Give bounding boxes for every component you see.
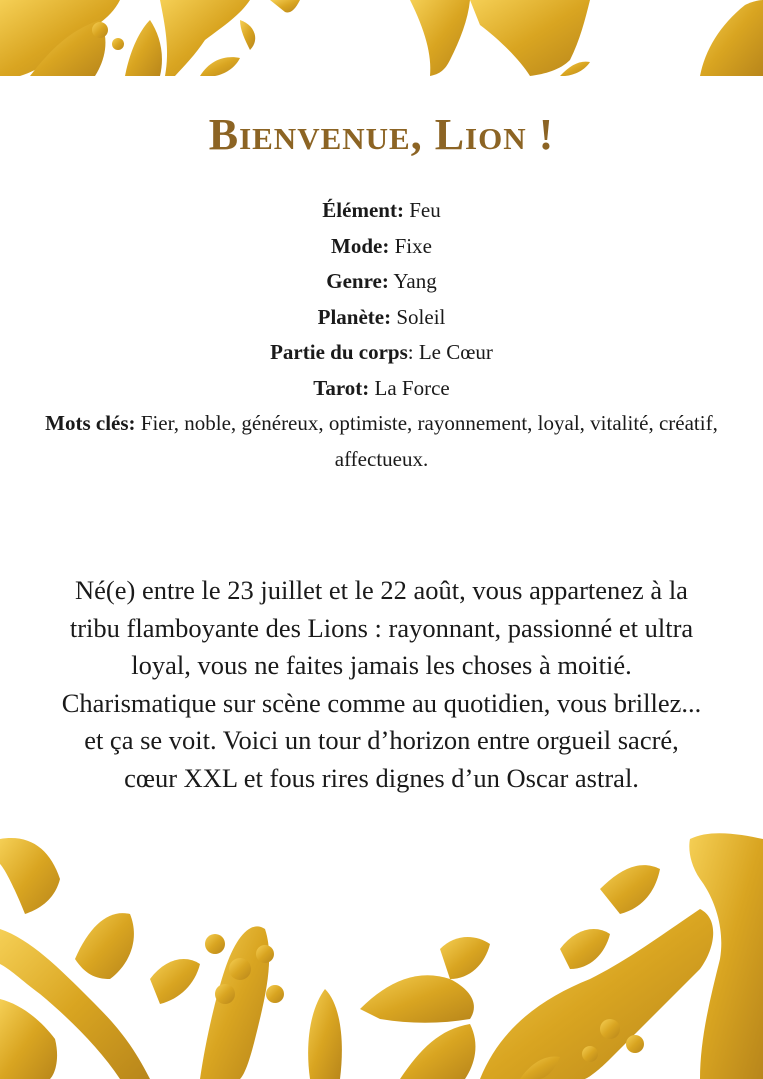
fact-tarot — [30, 371, 733, 407]
fact-key: Tarot: — [313, 375, 370, 400]
fact-body-part — [30, 335, 733, 371]
floral-border-icon — [0, 829, 763, 1079]
fact-value: Yang — [388, 269, 437, 293]
fact-key: Mode: — [331, 233, 390, 258]
fact-key: Genre: — [326, 269, 389, 293]
fact-key: Partie du corps — [270, 340, 408, 364]
fact-value: Fier, noble, généreux, optimiste, rayonnement, loyal, vitalité, créatif, affectueux. — [135, 411, 718, 471]
page-title: Bienvenue, Lion ! — [208, 110, 555, 160]
fact-value: Feu — [403, 198, 441, 222]
sign-facts-list — [30, 193, 733, 477]
fact-genre — [30, 264, 733, 300]
fact-key: Élément: — [322, 198, 404, 222]
fact-planet — [30, 300, 733, 336]
intro-paragraph: Né(e) entre le 23 juillet et le 22 août, vous appartenez à la tribu flamboyante des Lions : rayonnant, passionné et ultra loyal, vous ne faites jamais les choses à moitié. Charismatique sur scène comme au quotidien, vous brillez... et ça se voit. Voici un tour d’horizon entre orgueil sacré, cœur XXL et fous rires dignes d’un Oscar astral. — [61, 575, 702, 793]
fact-value: Fixe — [389, 233, 432, 258]
fact-mode — [30, 229, 733, 265]
fact-element — [30, 193, 733, 229]
fact-key: Planète: — [317, 304, 392, 329]
fact-value: : Le Cœur — [407, 340, 493, 364]
fact-keywords — [30, 406, 733, 477]
fact-key: Mots clés: — [45, 411, 136, 435]
fact-value: La Force — [369, 375, 450, 400]
gold-floral-top-decoration — [0, 0, 763, 76]
fact-value: Soleil — [391, 304, 446, 329]
gold-floral-bottom-decoration — [0, 829, 763, 1079]
floral-border-icon — [0, 0, 763, 76]
